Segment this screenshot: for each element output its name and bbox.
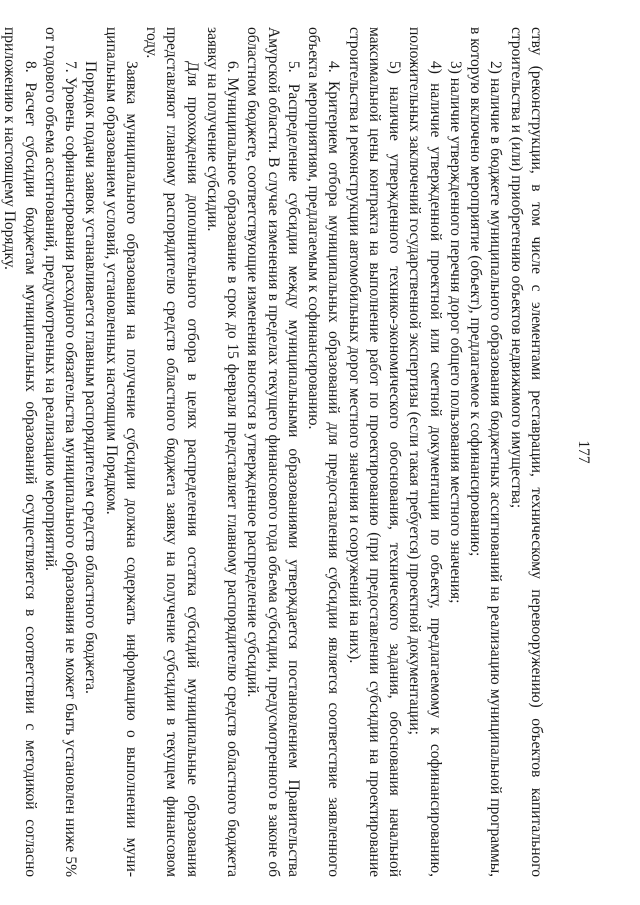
paragraph-11: Порядок подачи заявок устанавливается главным распорядителем средств областного бюджета. — [82, 61, 100, 694]
paragraph-2: 2) наличие в бюджете муниципального образования бюджетных ассигнований на реализацию муниципальной программы, в которую включено мероприятие (объект), предлагаемое к софинансированию; — [467, 27, 505, 877]
paragraph-10: Заявка муниципального образования на получение субсидии должна содержать информацию о выполнении муниципальным образованием условий, установленных настоящим Порядком. — [102, 27, 140, 877]
page-number: 177 — [575, 440, 592, 464]
rotated-page — [1, 27, 600, 877]
paragraph-12: 7. Уровень софинансирования расходного обязательства муниципального образования не может быть установлен ниже 5% от годового объема ассигнований, предусмотренных на реализацию мероприятий. — [42, 27, 80, 877]
paragraph-5: 5) наличие утвержденного технико-экономического обоснования, технического задания, обоснования начальной максимальной цены контракта на выполнение работ по проектированию (при предоставлении субсидии на проектирование строительства и реконструкции автомобильных дорог местного значения и сооружений на них). — [345, 27, 404, 877]
paragraph-1: ству (реконструкции, в том числе с элементами реставрации, техническому перевооружению) объектов капитального строительства и (или) приобретению объектов недвижимого имущества; — [507, 27, 545, 877]
paragraph-8: 6. Муниципальное образование в срок до 15 февраля представляет главному распорядителю средств областного бюджета заявку на получение субсидии. — [204, 27, 242, 877]
paragraph-13: 8. Расчет субсидии бюджетам муниципальных образований осуществляется в соответствии с методикой согласно приложению к настоящему Порядку. — [1, 27, 39, 877]
paragraph-9: Для прохождения дополнительного отбора в целях распределения остатка субсидий муниципальные образования представляют главному распорядителю средств областного бюджета заявку на получение субсидии в текущем финансовом году. — [143, 27, 201, 877]
paragraph-3: 3) наличие утвержденного перечня дорог общего пользования местного значения; — [447, 61, 464, 604]
paragraph-4: 4) наличие утвержденной проектной или сметной документации по объекту, предлагаемому к софинансированию, положительных заключений государственной экспертизы (если такая требуется) проектной документации; — [406, 27, 444, 877]
paragraph-6: 4. Критерием отбора муниципальных образований для предоставления субсидии является соответствие заявленного объекта мероприятиям, предлагаемым к софинансированию. — [305, 27, 343, 877]
paragraph-7: 5. Распределение субсидии между муниципальными образованиями утверждается постановлением Правительства Амурской области. В случае изменения в пределах текущего финансового года объема субсидии, предусмотренного в законе об областном бюджете, соответствующие изменения вносятся в утвержденное распределение субсидий. — [244, 27, 302, 877]
document-body — [0, 27, 546, 877]
